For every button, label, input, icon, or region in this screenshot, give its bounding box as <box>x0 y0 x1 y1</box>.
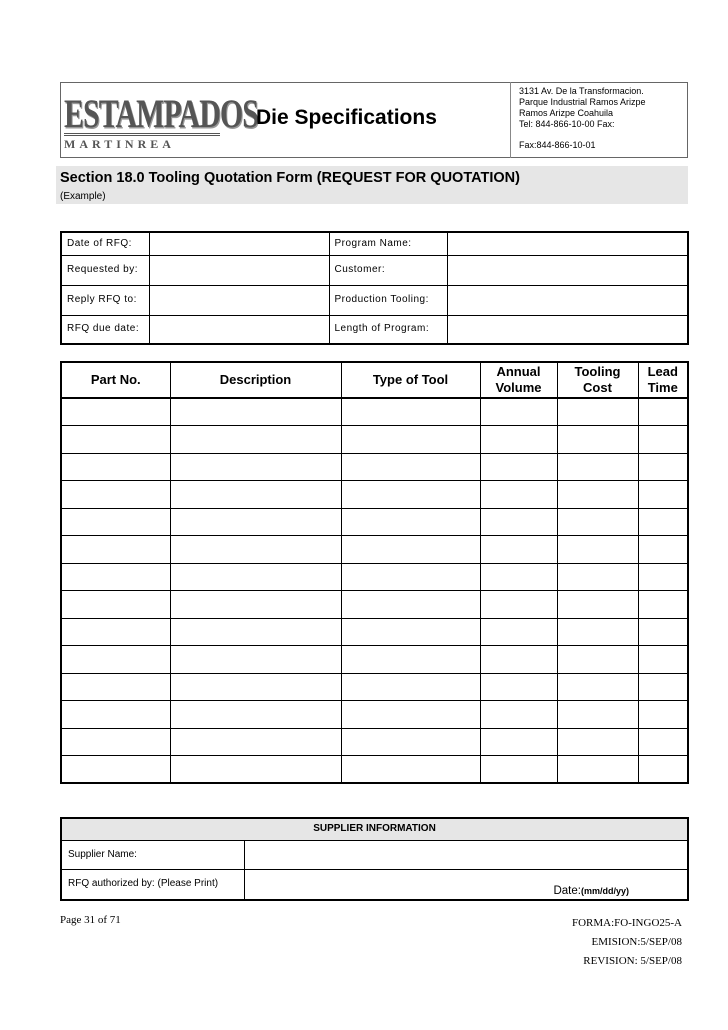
annual-volume-cell[interactable] <box>480 481 557 509</box>
requested-by-field[interactable] <box>149 255 329 285</box>
part-no-cell[interactable] <box>61 673 170 701</box>
col-description: Description <box>170 362 341 398</box>
customer-field[interactable] <box>447 255 688 285</box>
annual-volume-cell[interactable] <box>480 536 557 564</box>
address-line: Ramos Arizpe Coahuila <box>519 108 614 118</box>
annual-volume-cell[interactable] <box>480 728 557 756</box>
description-cell[interactable] <box>170 563 341 591</box>
annual-volume-cell[interactable] <box>480 508 557 536</box>
length-of-program-field[interactable] <box>447 315 688 344</box>
table-row <box>61 508 688 536</box>
type-of-tool-cell[interactable] <box>341 701 480 729</box>
lead-time-cell[interactable] <box>638 481 688 509</box>
part-no-cell[interactable] <box>61 453 170 481</box>
tooling-cost-cell[interactable] <box>557 673 638 701</box>
table-row <box>61 481 688 509</box>
tooling-cost-cell[interactable] <box>557 426 638 454</box>
rfq-authorized-field[interactable] <box>244 869 688 900</box>
tooling-cost-cell[interactable] <box>557 398 638 426</box>
rfq-info-table <box>60 231 689 345</box>
description-cell[interactable] <box>170 646 341 674</box>
description-cell[interactable] <box>170 508 341 536</box>
part-no-cell[interactable] <box>61 728 170 756</box>
lead-time-cell[interactable] <box>638 563 688 591</box>
address-line: 3131 Av. De la Transformacion. <box>519 86 644 96</box>
description-cell[interactable] <box>170 701 341 729</box>
tooling-cost-cell[interactable] <box>557 728 638 756</box>
part-no-cell[interactable] <box>61 618 170 646</box>
description-cell[interactable] <box>170 426 341 454</box>
tooling-cost-cell[interactable] <box>557 481 638 509</box>
description-cell[interactable] <box>170 673 341 701</box>
col-tooling-cost: Tooling Cost <box>557 362 638 398</box>
length-of-program-label: Length of Program: <box>329 315 447 344</box>
tooling-cost-cell[interactable] <box>557 756 638 784</box>
revision-date: REVISION: 5/SEP/08 <box>583 955 682 967</box>
description-cell[interactable] <box>170 756 341 784</box>
program-name-label: Program Name: <box>329 232 447 255</box>
emision-date: EMISION:5/SEP/08 <box>591 936 682 948</box>
part-no-cell[interactable] <box>61 536 170 564</box>
tooling-cost-cell[interactable] <box>557 453 638 481</box>
tooling-cost-cell[interactable] <box>557 618 638 646</box>
annual-volume-cell[interactable] <box>480 701 557 729</box>
type-of-tool-cell[interactable] <box>341 398 480 426</box>
section-title: Section 18.0 Tooling Quotation Form (REQUEST FOR QUOTATION) <box>60 170 520 186</box>
lead-time-cell[interactable] <box>638 618 688 646</box>
table-row <box>61 591 688 619</box>
type-of-tool-cell[interactable] <box>341 756 480 784</box>
lead-time-cell[interactable] <box>638 701 688 729</box>
supplier-name-label: Supplier Name: <box>61 840 244 869</box>
tooling-cost-cell[interactable] <box>557 563 638 591</box>
section-subtitle: (Example) <box>60 191 106 202</box>
table-row <box>61 536 688 564</box>
description-cell[interactable] <box>170 453 341 481</box>
lead-time-cell[interactable] <box>638 508 688 536</box>
date-of-rfq-field[interactable] <box>149 232 329 255</box>
date-format: (mm/dd/yy) <box>580 886 629 896</box>
type-of-tool-cell[interactable] <box>341 508 480 536</box>
rfq-due-date-field[interactable] <box>149 315 329 344</box>
tooling-cost-cell[interactable] <box>557 701 638 729</box>
type-of-tool-cell[interactable] <box>341 728 480 756</box>
table-row <box>61 673 688 701</box>
requested-by-label: Requested by: <box>61 255 149 285</box>
part-no-cell[interactable] <box>61 591 170 619</box>
type-of-tool-cell[interactable] <box>341 481 480 509</box>
col-part-no: Part No. <box>61 362 170 398</box>
annual-volume-cell[interactable] <box>480 426 557 454</box>
reply-rfq-to-field[interactable] <box>149 285 329 315</box>
supplier-name-field[interactable] <box>244 840 688 869</box>
description-cell[interactable] <box>170 618 341 646</box>
program-name-field[interactable] <box>447 232 688 255</box>
forma-code: FORMA:FO-INGO25-A <box>571 917 682 929</box>
lead-time-cell[interactable] <box>638 453 688 481</box>
type-of-tool-cell[interactable] <box>341 563 480 591</box>
date-of-rfq-label: Date of RFQ: <box>61 232 149 255</box>
col-type-of-tool: Type of Tool <box>341 362 480 398</box>
page-number: Page 31 of 71 <box>60 914 121 926</box>
lead-time-cell[interactable] <box>638 426 688 454</box>
table-row <box>61 646 688 674</box>
part-no-cell[interactable] <box>61 646 170 674</box>
type-of-tool-cell[interactable] <box>341 673 480 701</box>
annual-volume-cell[interactable] <box>480 398 557 426</box>
production-tooling-label: Production Tooling: <box>329 285 447 315</box>
lead-time-cell[interactable] <box>638 646 688 674</box>
document-title: Die Specifications <box>256 106 437 129</box>
description-cell[interactable] <box>170 536 341 564</box>
rfq-authorized-label: RFQ authorized by: (Please Print) <box>61 869 244 900</box>
annual-volume-cell[interactable] <box>480 453 557 481</box>
annual-volume-cell[interactable] <box>480 646 557 674</box>
annual-volume-cell[interactable] <box>480 618 557 646</box>
date-label: Date:(mm/dd/yy) <box>553 885 629 897</box>
tooling-cost-cell[interactable] <box>557 508 638 536</box>
table-row <box>61 728 688 756</box>
type-of-tool-cell[interactable] <box>341 536 480 564</box>
supplier-info-header: SUPPLIER INFORMATION <box>61 818 688 840</box>
parts-table <box>60 361 689 784</box>
table-row <box>61 618 688 646</box>
address-block <box>510 82 688 158</box>
part-no-cell[interactable] <box>61 563 170 591</box>
tooling-cost-cell[interactable] <box>557 591 638 619</box>
part-no-cell[interactable] <box>61 508 170 536</box>
part-no-cell[interactable] <box>61 398 170 426</box>
part-no-cell[interactable] <box>61 481 170 509</box>
type-of-tool-cell[interactable] <box>341 618 480 646</box>
lead-time-cell[interactable] <box>638 728 688 756</box>
customer-label: Customer: <box>329 255 447 285</box>
lead-time-cell[interactable] <box>638 536 688 564</box>
annual-volume-cell[interactable] <box>480 563 557 591</box>
address-line: Fax:844-866-10-01 <box>519 140 596 150</box>
description-cell[interactable] <box>170 728 341 756</box>
table-row <box>61 426 688 454</box>
part-no-cell[interactable] <box>61 756 170 784</box>
type-of-tool-cell[interactable] <box>341 646 480 674</box>
table-row <box>61 398 688 426</box>
address-line: Parque Industrial Ramos Arizpe <box>519 97 646 107</box>
address-line: Tel: 844-866-10-00 Fax: <box>519 119 615 129</box>
lead-time-cell[interactable] <box>638 673 688 701</box>
table-row <box>61 756 688 784</box>
part-no-cell[interactable] <box>61 426 170 454</box>
annual-volume-cell[interactable] <box>480 591 557 619</box>
lead-time-cell[interactable] <box>638 756 688 784</box>
reply-rfq-to-label: Reply RFQ to: <box>61 285 149 315</box>
description-cell[interactable] <box>170 591 341 619</box>
lead-time-cell[interactable] <box>638 591 688 619</box>
tooling-cost-cell[interactable] <box>557 646 638 674</box>
part-no-cell[interactable] <box>61 701 170 729</box>
description-cell[interactable] <box>170 398 341 426</box>
logo-subtitle: MARTINREA <box>64 133 220 152</box>
rfq-due-date-label: RFQ due date: <box>61 315 149 344</box>
col-annual-volume: Annual Volume <box>480 362 557 398</box>
annual-volume-cell[interactable] <box>480 673 557 701</box>
company-logo <box>64 92 258 152</box>
type-of-tool-cell[interactable] <box>341 426 480 454</box>
table-row <box>61 701 688 729</box>
production-tooling-field[interactable] <box>447 285 688 315</box>
lead-time-cell[interactable] <box>638 398 688 426</box>
annual-volume-cell[interactable] <box>480 756 557 784</box>
table-row <box>61 453 688 481</box>
supplier-table <box>60 817 689 901</box>
form-info <box>520 914 682 971</box>
col-lead-time: Lead Time <box>638 362 688 398</box>
type-of-tool-cell[interactable] <box>341 453 480 481</box>
logo-wordmark: ESTAMPADOS <box>64 92 258 137</box>
table-row <box>61 563 688 591</box>
tooling-cost-cell[interactable] <box>557 536 638 564</box>
type-of-tool-cell[interactable] <box>341 591 480 619</box>
description-cell[interactable] <box>170 481 341 509</box>
